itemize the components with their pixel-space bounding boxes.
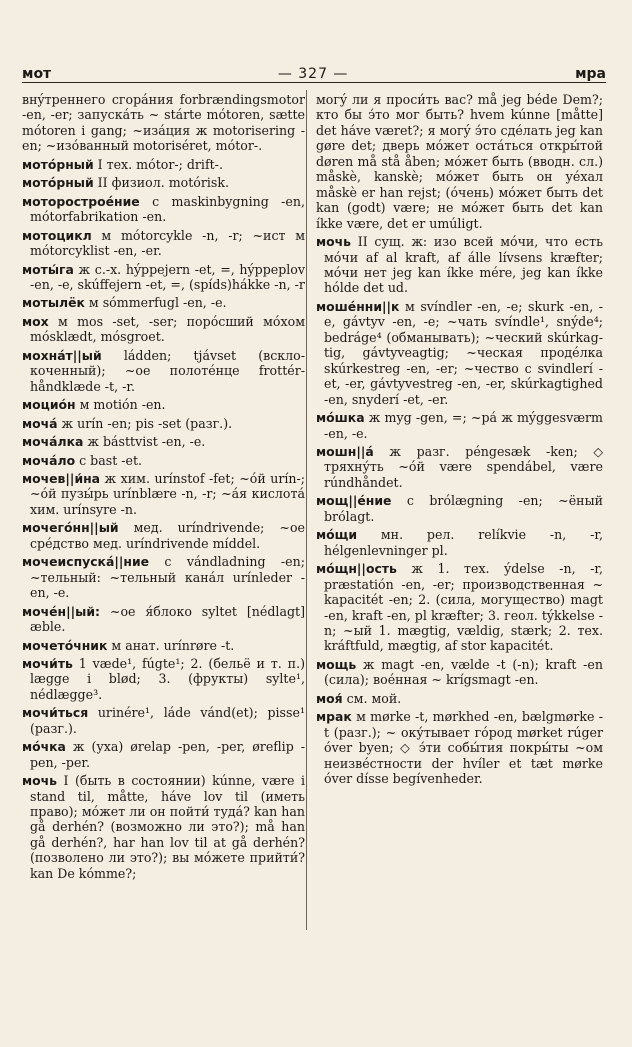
- dictionary-entry: [316, 657, 603, 688]
- dictionary-entry: [22, 228, 305, 259]
- entry-definition: ж хим. urínstof -fet; ~óй urín-; ~óй пузы́рь urínblære -n, -r; ~áя кислотá хим. urínsyre -n.: [30, 470, 305, 517]
- entry-definition: мн. рел. relíkvie -n, -r, hélgenlevninger pl.: [324, 527, 603, 558]
- entry-headword: мочéн||ый:: [22, 603, 101, 619]
- page-header: [22, 60, 606, 83]
- entry-headword: мочи́ться: [22, 705, 89, 721]
- right-guide-word: мра: [575, 66, 606, 82]
- entry-definition: ж básttvist -en, -e.: [83, 434, 206, 450]
- dictionary-entry: [22, 739, 305, 770]
- dictionary-entry: [316, 410, 603, 441]
- entry-headword: мошн||á: [316, 443, 374, 459]
- dictionary-entry: [22, 554, 305, 600]
- entry-definition: м mos -set, -ser; порóсший мóхом mósklædt, mósgroet.: [30, 313, 305, 345]
- entry-headword: моторостроéние: [22, 193, 140, 209]
- entry-headword: мощ||éние: [316, 493, 392, 509]
- entry-headword: мошéнни||к: [316, 298, 400, 314]
- entry-definition: м mótorcykle -n, -r; ~ист м mótorcyklist -en, -er.: [30, 227, 305, 259]
- entry-headword: мочеиспускá||ние: [22, 554, 150, 570]
- dictionary-entry: [316, 709, 603, 786]
- dictionary-entry: [22, 295, 305, 310]
- dictionary-entry: [316, 691, 603, 706]
- dictionary-entry: [22, 92, 305, 154]
- entry-definition: I тех. mótor-; drift-.: [93, 156, 223, 172]
- column-divider: [306, 90, 307, 930]
- entry-headword: мочев||и́на: [22, 470, 101, 486]
- entry-definition: ж (уха) ørelap -pen, -per, øreflip -pen, -per.: [30, 739, 305, 770]
- dictionary-entry: [316, 527, 603, 558]
- dictionary-entry: [22, 348, 305, 394]
- dictionary-entry: [22, 520, 305, 551]
- dictionary-entry: [22, 262, 305, 293]
- dictionary-entry: [22, 397, 305, 412]
- entry-headword: мотылёк: [22, 295, 85, 311]
- dictionary-entry: [22, 157, 305, 172]
- left-guide-word: мот: [22, 66, 52, 82]
- dictionary-entry: [22, 194, 305, 225]
- entry-definition: ж magt -en, vælde -t (-n); kraft -en (сила); воéнная ~ krígsmagt -en.: [324, 656, 603, 688]
- entry-definition: I (быть в состоянии) kúnne, være i stand til, måtte, háve lov til (иметь право); мóжет ли он пойти́ тудá? kan han gå derhén? (возможно ли это?); må han gå derhén?, har han lov til at gå derhén? (позволено ли это?); вы мóжете прийти́? kan De kómme?;: [30, 773, 305, 881]
- entry-definition: II физиол. motórisk.: [93, 175, 230, 191]
- dictionary-entry: [22, 416, 305, 431]
- entry-definition: м sómmerfugl -en, -e.: [84, 295, 227, 311]
- page-number: — 327 —: [277, 66, 349, 82]
- dictionary-entry: [316, 444, 603, 490]
- entry-definition: см. мой.: [342, 690, 402, 706]
- entry-definition: м mørke -t, mørkhed -en, bælgmørke -t (разг.); ~ оку́тывает гóрод mørket rúger óver byen; ◇ э́ти собы́тия покры́ты ~ом неизвéстности der hvíler et tæt mørke óver dísse begívenheder.: [324, 709, 603, 787]
- entry-headword: мочá: [22, 415, 58, 431]
- entry-headword: моя́: [316, 690, 343, 706]
- entry-definition: с bast -et.: [75, 452, 143, 468]
- entry-definition: могý ли я проси́ть вас? må jeg béde Dem?; кто бы э́то мог быть? hvem kúnne [måtte] det háve været?; я могý э́то сдéлать jeg kan gøre det; дверь мóжет остáться откры́той døren må stå åben; мóжет быть (вводн. сл.) måskè, kanskè; мóжет быть он уéхал måskè er han rejst; (óчень) мóжет быть det kan (godt) være; не мóжет быть det kan íkke være, det er umúligt.: [316, 92, 603, 231]
- entry-definition: ж urín -en; pis -set (разг.).: [57, 415, 233, 431]
- entry-headword: мочáлка: [22, 434, 84, 450]
- left-column: [22, 92, 305, 884]
- entry-headword: мохнáт||ый: [22, 347, 102, 363]
- entry-headword: мотóрный: [22, 175, 94, 191]
- dictionary-entry: [22, 656, 305, 702]
- entry-headword: мóшка: [316, 410, 365, 426]
- dictionary-entry: [22, 471, 305, 517]
- entry-headword: мóчка: [22, 739, 66, 755]
- dictionary-entry: [22, 773, 305, 881]
- entry-definition: urinére¹, láde vánd(et); pisse¹ (разг.).: [30, 705, 305, 736]
- entry-definition: ládden; tjávset (всклокоченный); ~ое полотéнце frottérhåndklæde -t, -r.: [30, 347, 305, 394]
- entry-headword: мотоцикл: [22, 227, 92, 243]
- entry-definition: 1 væde¹, fúgte¹; 2. (бельё и т. п.) lægge i blød; 3. (фрукты) sylte¹, nédlægge³.: [30, 655, 305, 702]
- dictionary-entry: [22, 453, 305, 468]
- entry-headword: моциóн: [22, 397, 76, 413]
- entry-definition: с maskinbygning -en, mótorfabrikation -en.: [30, 193, 305, 225]
- entry-definition: ж с.-х. hýppejern -et, =, hýppeplov -en, -e, skúffejern -et, =, (spíds)hákke -n, -r: [30, 261, 305, 292]
- entry-definition: с brólægning -en; ~ёный brólagt.: [324, 493, 603, 524]
- dictionary-entry: [316, 493, 603, 524]
- entry-definition: м svíndler -en, -e; skurk -en, -e, gávtyv -en, -e; ~чать svíndle¹, snýde⁴; bedráge⁴ (обманывать); ~ческий skúrkagtig, gávtyveagtig; ~ческая продéлка skúrkestreg -en, -er; ~чество с svindlerí -et, -er, gávtyvestreg -en, -er, skúrkagtighed -en, snyderí -et, -er.: [324, 298, 603, 407]
- entry-headword: мóщн||ость: [316, 561, 397, 577]
- entry-headword: мощь: [316, 656, 357, 672]
- dictionary-entry: [22, 314, 305, 345]
- dictionary-entry: [22, 175, 305, 190]
- entry-headword: мрак: [316, 709, 352, 725]
- entry-definition: ж разг. péngesæk -ken; ◇ тряхну́ть ~óй være spendábel, være rúndhåndet.: [324, 443, 603, 490]
- right-column: [316, 92, 603, 789]
- entry-headword: мóщи: [316, 527, 358, 543]
- entry-headword: мочетóчник: [22, 637, 108, 653]
- entry-headword: моты́га: [22, 261, 74, 277]
- entry-definition: ж 1. тех. ýdelse -n, -r, præstatión -en, -er; производственная ~ kapacitét -en; 2. (сила, могущество) magt -en, kraft -en, pl kræfter; 3. геол. týkkelse -n; ~ый 1. mægtig, vældig, stærk; 2. тех. kráftfuld, mægtig, af stor kapacitét.: [324, 561, 603, 654]
- entry-definition: м motión -en.: [75, 397, 166, 413]
- dictionary-entry: [22, 638, 305, 653]
- entry-definition: II сущ. ж: изо всей мóчи, что есть мóчи af al kraft, af álle lívsens kræfter; мóчи нет jeg kan íkke mére, jeg kan íkke hólde det ud.: [324, 234, 603, 296]
- entry-definition: внýтреннего сгорáния forbrændingsmotor -en, -er; запускáть ~ stárte mótoren, sætte mótoren i gang; ~изáция ж motorisering -en; ~изóванный motoriséret, mótor-.: [22, 92, 305, 154]
- entry-definition: ~ое я́блоко syltet [nédlagt] æble.: [30, 603, 305, 635]
- entry-headword: мох: [22, 313, 49, 329]
- dictionary-entry: [316, 561, 603, 654]
- entry-headword: мочегóнн||ый: [22, 520, 119, 536]
- entry-definition: мед. uríndrivende; ~ое срéдство мед. uríndrivende míddel.: [30, 520, 305, 551]
- dictionary-entry: [22, 434, 305, 449]
- dictionary-entry: [316, 234, 603, 296]
- dictionary-entry: [22, 705, 305, 736]
- dictionary-entry: [316, 92, 603, 231]
- entry-headword: мочи́ть: [22, 655, 73, 671]
- entry-definition: ж myg -gen, =; ~рá ж mýggesværm -en, -e.: [324, 410, 603, 441]
- entry-definition: м анат. urínrøre -t.: [107, 637, 235, 653]
- entry-headword: мочь: [316, 234, 351, 250]
- entry-definition: с vándladning -en; ~тельный: ~тельный канáл urínleder -en, -e.: [30, 554, 305, 601]
- dictionary-entry: [316, 299, 603, 407]
- dictionary-entry: [22, 604, 305, 635]
- entry-headword: мочь: [22, 773, 57, 789]
- entry-headword: мочáло: [22, 452, 76, 468]
- entry-headword: мотóрный: [22, 156, 94, 172]
